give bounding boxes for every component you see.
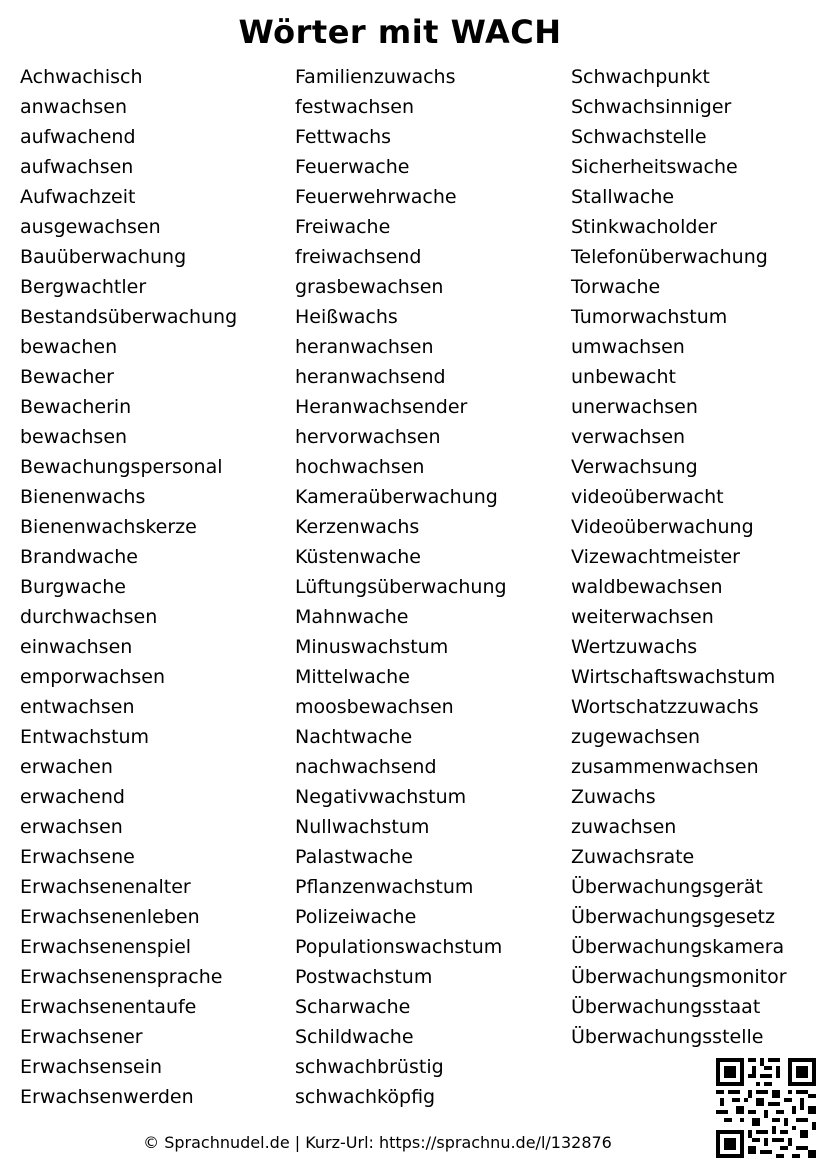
word-item: Überwachungsstelle	[571, 1026, 764, 1048]
page-title: Wörter mit WACH	[238, 13, 562, 51]
word-item: grasbewachsen	[295, 276, 444, 298]
word-item: Kameraüberwachung	[295, 486, 498, 508]
word-item: unerwachsen	[571, 396, 698, 418]
word-item: Wirtschaftswachstum	[571, 666, 776, 688]
word-item: schwachbrüstig	[295, 1056, 444, 1078]
word-item: hervorwachsen	[295, 426, 441, 448]
word-item: zugewachsen	[571, 726, 701, 748]
word-item: Achwachisch	[20, 66, 143, 88]
word-item: Schwachsinniger	[571, 96, 732, 118]
word-item: Sicherheitswache	[571, 156, 738, 178]
word-item: Entwachstum	[20, 726, 150, 748]
word-item: aufwachend	[20, 126, 136, 148]
word-item: Küstenwache	[295, 546, 421, 568]
word-item: Stinkwacholder	[571, 216, 717, 238]
word-item: Heißwachs	[295, 306, 398, 328]
word-item: Fettwachs	[295, 126, 392, 148]
word-item: nachwachsend	[295, 756, 437, 778]
word-item: Negativwachstum	[295, 786, 467, 808]
word-item: Erwachsene	[20, 846, 135, 868]
word-item: Stallwache	[571, 186, 675, 208]
word-item: Überwachungsmonitor	[571, 966, 787, 988]
word-item: Burgwache	[20, 576, 126, 598]
word-item: Familienzuwachs	[295, 66, 456, 88]
word-item: erwachsen	[20, 816, 123, 838]
word-item: bewachsen	[20, 426, 128, 448]
word-item: emporwachsen	[20, 666, 165, 688]
word-item: Erwachsenenleben	[20, 906, 200, 928]
word-item: Schwachstelle	[571, 126, 707, 148]
word-item: Überwachungsgerät	[571, 876, 763, 898]
word-item: weiterwachsen	[571, 606, 714, 628]
word-item: hochwachsen	[295, 456, 425, 478]
word-item: waldbewachsen	[571, 576, 723, 598]
word-item: Freiwache	[295, 216, 391, 238]
word-item: heranwachsen	[295, 336, 434, 358]
word-item: Bewachungspersonal	[20, 456, 223, 478]
word-item: zusammenwachsen	[571, 756, 759, 778]
word-column-1	[20, 62, 237, 1112]
word-item: Kerzenwachs	[295, 516, 420, 538]
word-item: Bienenwachs	[20, 486, 146, 508]
word-item: Telefonüberwachung	[571, 246, 768, 268]
word-item: Erwachsenensprache	[20, 966, 223, 988]
word-item: Bienenwachskerze	[20, 516, 197, 538]
word-item: Heranwachsender	[295, 396, 468, 418]
word-item: Erwachsensein	[20, 1056, 163, 1078]
word-item: Nachtwache	[295, 726, 413, 748]
word-item: schwachköpfig	[295, 1086, 436, 1108]
word-item: Mittelwache	[295, 666, 410, 688]
word-item: entwachsen	[20, 696, 135, 718]
word-item: Zuwachs	[571, 786, 656, 808]
word-item: Bauüberwachung	[20, 246, 187, 268]
word-item: videoüberwacht	[571, 486, 724, 508]
word-column-3	[571, 62, 787, 1052]
word-item: Erwachsenwerden	[20, 1086, 194, 1108]
word-item: unbewacht	[571, 366, 676, 388]
word-item: Schwachpunkt	[571, 66, 710, 88]
word-item: Nullwachstum	[295, 816, 430, 838]
word-item: Mahnwache	[295, 606, 409, 628]
word-item: verwachsen	[571, 426, 686, 448]
word-item: einwachsen	[20, 636, 133, 658]
word-item: Bewacher	[20, 366, 114, 388]
word-item: Überwachungsgesetz	[571, 906, 775, 928]
word-item: erwachend	[20, 786, 125, 808]
word-item: Zuwachsrate	[571, 846, 695, 868]
word-item: freiwachsend	[295, 246, 422, 268]
word-item: erwachen	[20, 756, 113, 778]
word-item: Aufwachzeit	[20, 186, 136, 208]
word-item: Minuswachstum	[295, 636, 449, 658]
word-item: Verwachsung	[571, 456, 698, 478]
word-item: Lüftungsüberwachung	[295, 576, 507, 598]
word-item: Torwache	[571, 276, 661, 298]
word-item: Scharwache	[295, 996, 411, 1018]
word-item: Bestandsüberwachung	[20, 306, 238, 328]
word-item: heranwachsend	[295, 366, 446, 388]
word-item: Pflanzenwachstum	[295, 876, 474, 898]
word-item: Überwachungsstaat	[571, 996, 761, 1018]
word-item: bewachen	[20, 336, 118, 358]
word-item: Videoüberwachung	[571, 516, 754, 538]
word-item: Schildwache	[295, 1026, 414, 1048]
word-item: Bergwachtler	[20, 276, 147, 298]
word-item: Erwachsenenspiel	[20, 936, 192, 958]
word-item: Bewacherin	[20, 396, 132, 418]
word-item: Feuerwache	[295, 156, 410, 178]
word-item: aufwachsen	[20, 156, 134, 178]
word-item: Wortschatzzuwachs	[571, 696, 759, 718]
word-item: Postwachstum	[295, 966, 433, 988]
word-item: Feuerwehrwache	[295, 186, 457, 208]
word-item: Tumorwachstum	[571, 306, 728, 328]
word-item: zuwachsen	[571, 816, 677, 838]
word-item: moosbewachsen	[295, 696, 454, 718]
word-item: Palastwache	[295, 846, 413, 868]
word-item: Vizewachtmeister	[571, 546, 740, 568]
footer-credit: © Sprachnudel.de | Kurz-Url: https://sprachnu.de/l/132876	[143, 1133, 612, 1152]
word-item: Erwachsener	[20, 1026, 143, 1048]
word-item: anwachsen	[20, 96, 127, 118]
word-item: Populationswachstum	[295, 936, 503, 958]
word-item: umwachsen	[571, 336, 685, 358]
word-item: Brandwache	[20, 546, 138, 568]
word-column-2	[295, 62, 507, 1112]
word-item: festwachsen	[295, 96, 415, 118]
word-item: Erwachsenenalter	[20, 876, 191, 898]
word-item: Wertzuwachs	[571, 636, 698, 658]
word-item: Polizeiwache	[295, 906, 417, 928]
word-item: Erwachsenentaufe	[20, 996, 197, 1018]
word-item: durchwachsen	[20, 606, 158, 628]
word-item: ausgewachsen	[20, 216, 161, 238]
word-item: Überwachungskamera	[571, 936, 785, 958]
